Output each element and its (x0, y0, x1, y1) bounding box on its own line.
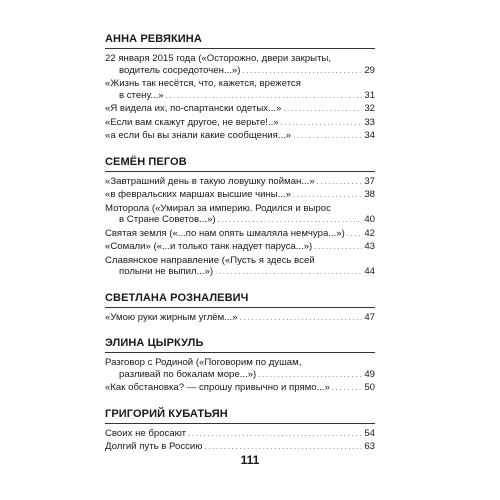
entry-last-line (105, 117, 375, 130)
toc-entry (105, 78, 375, 102)
entry-last-line (105, 214, 375, 227)
dot-leader (347, 228, 363, 241)
toc-entry (105, 428, 375, 441)
entry-page: 47 (364, 311, 375, 323)
entry-last-line (105, 266, 375, 279)
dot-leader (188, 428, 362, 441)
toc-entry (105, 441, 375, 454)
toc-section (105, 156, 375, 279)
dot-leader (293, 189, 362, 202)
entry-title: Долгий путь в Россию (105, 441, 203, 452)
entry-last-line (105, 441, 375, 454)
toc-section (105, 337, 375, 395)
entry-last-line (105, 312, 375, 325)
entry-title: «а если бы вы знали какие сообщения...» (105, 130, 292, 141)
entry-title: разливай по бокалам море...») (119, 368, 257, 380)
toc-section (105, 408, 375, 454)
entry-page: 32 (364, 103, 375, 114)
entry-last-line (105, 189, 375, 202)
entry-page: 50 (364, 382, 375, 393)
toc-entry (105, 189, 375, 202)
toc-entry (105, 228, 375, 241)
entry-line (105, 357, 375, 369)
toc-section (105, 33, 375, 143)
entry-last-line (105, 428, 375, 441)
entry-line (105, 203, 375, 215)
entry-page: 38 (364, 189, 375, 200)
entry-last-line (105, 228, 375, 241)
entry-last-line (105, 241, 375, 254)
entry-title: «Сомали» («...и только танк надует паруса...») (105, 241, 313, 252)
entry-title: Святая земля («...по нам опять шмаляла немчура...») (105, 227, 345, 239)
dot-leader (215, 266, 362, 279)
entry-page: 34 (364, 130, 375, 141)
toc-entry (105, 255, 375, 279)
entry-title: 22 января 2015 года («Осторожно, двери закрыты, (105, 53, 332, 64)
toc-entry (105, 241, 375, 254)
dot-leader (314, 241, 362, 254)
toc-entry (105, 53, 375, 77)
entry-page: 37 (364, 175, 375, 187)
entry-last-line (105, 369, 375, 382)
entry-page: 42 (364, 227, 375, 239)
entry-last-line (105, 90, 375, 103)
entry-title: «Как обстановка? — спрошу привычно и прямо...» (105, 382, 330, 393)
author-heading: ГРИГОРИЙ КУБАТЬЯН (105, 408, 375, 424)
entry-line (105, 78, 375, 90)
toc-entry (105, 117, 375, 130)
dot-leader (281, 117, 363, 130)
entry-page: 29 (364, 64, 375, 76)
page-number: 111 (240, 453, 260, 467)
entry-page: 33 (364, 116, 375, 128)
entry-title: Моторола («Умирал за империю. Родился и вырос (105, 202, 331, 214)
toc-entry (105, 130, 375, 143)
entry-last-line (105, 176, 375, 189)
entry-title: водитель сосредоточен...») (119, 64, 241, 76)
toc-section (105, 292, 375, 325)
entry-line (105, 53, 375, 65)
author-heading: СЕМЁН ПЕГОВ (105, 156, 375, 172)
toc-entry (105, 312, 375, 325)
dot-leader (204, 441, 362, 454)
dot-leader (166, 90, 363, 103)
entry-title: в Стране Советов...») (119, 214, 216, 225)
table-of-contents (105, 33, 375, 467)
entry-page: 40 (364, 214, 375, 225)
entry-last-line (105, 103, 375, 116)
entry-last-line (105, 65, 375, 78)
entry-title: Разговор с Родиной («Поговорим по душам, (105, 357, 302, 368)
entry-page: 43 (364, 241, 375, 252)
entry-title: Славянское направление («Пусть я здесь всей (105, 254, 315, 266)
author-heading: ЭЛИНА ЦЫРКУЛЬ (105, 337, 375, 353)
entry-page: 63 (364, 441, 375, 452)
toc-entry (105, 382, 375, 395)
dot-leader (218, 214, 363, 227)
entry-line (105, 255, 375, 267)
entry-page: 54 (364, 427, 375, 439)
entry-title: «в февральских маршах высшие чины...» (105, 189, 291, 200)
author-heading: СВЕТЛАНА РОЗНАЛЕВИЧ (105, 292, 375, 308)
toc-entry (105, 176, 375, 189)
entry-page: 49 (364, 368, 375, 380)
dot-leader (317, 176, 363, 189)
toc-entry (105, 203, 375, 227)
toc-entry (105, 357, 375, 381)
entry-title: «Завтрашний день в такую ловушку пойман...» (105, 175, 315, 187)
dot-leader (242, 65, 362, 78)
entry-title: «Если вам скажут другое, не верьте!..» (105, 116, 279, 128)
entry-page: 31 (364, 89, 375, 101)
dot-leader (293, 130, 362, 143)
author-heading: АННА РЕВЯКИНА (105, 33, 375, 49)
entry-title: «Я видела их, по-спартански одетых...» (105, 103, 282, 114)
dot-leader (258, 369, 362, 382)
entry-last-line (105, 130, 375, 143)
entry-title: полыни не выпил...») (119, 266, 214, 277)
entry-title: в стену...» (119, 89, 164, 101)
entry-title: Своих не бросают (105, 427, 187, 439)
entry-title: «Жизнь так несётся, что, кажется, врежется (105, 78, 301, 89)
dot-leader (240, 312, 363, 325)
entry-page: 44 (364, 266, 375, 277)
entry-title: «Умою руки жирным углём...» (105, 311, 238, 323)
dot-leader (283, 103, 362, 116)
dot-leader (332, 382, 362, 395)
entry-last-line (105, 382, 375, 395)
toc-entry (105, 103, 375, 116)
